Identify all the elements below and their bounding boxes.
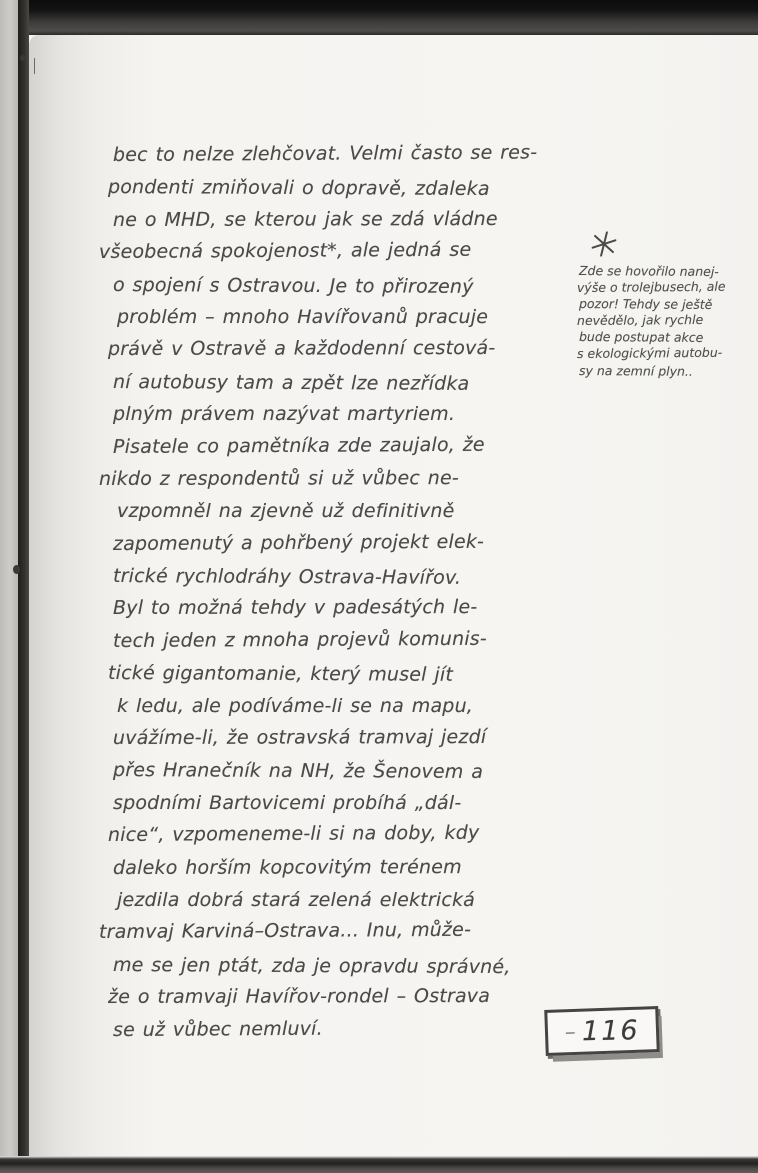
text-line: nice“, vzpomeneme-li si na doby, kdy xyxy=(107,821,480,847)
text-line: o spojení s Ostravou. Je to přirozený xyxy=(112,273,474,298)
text-line: tech jeden z mnoha projevů komunis- xyxy=(112,627,487,652)
page-number: 116 xyxy=(581,1014,640,1047)
text-line: že o tramvaji Havířov-rondel – Ostrava xyxy=(107,985,491,1009)
text-line: pondenti zmiňovali o dopravě, zdaleka xyxy=(107,176,490,201)
text-line: ní autobusy tam a zpět lze nezřídka xyxy=(112,370,470,395)
margin-note-line: pozor! Tehdy se ještě xyxy=(578,296,713,313)
book-spine-shadow xyxy=(18,0,29,1158)
text-line: vzpomněl na zjevně už definitivně xyxy=(117,500,455,523)
text-line: Byl to možná tehdy v padesátých le- xyxy=(112,596,478,620)
scan-scratch xyxy=(34,58,35,74)
text-line: nikdo z respondentů si už vůbec ne- xyxy=(98,466,459,490)
text-line: ne o MHD, se kterou jak se zdá vládne xyxy=(112,207,498,231)
text-line: zapomenutý a pohřbený projekt elek- xyxy=(112,530,485,555)
book-page-edge xyxy=(0,0,18,1173)
margin-note xyxy=(577,231,758,379)
page-number-box xyxy=(544,1006,660,1056)
text-line: trické rychlodráhy Ostrava-Havířov. xyxy=(112,565,462,589)
text-line: právě v Ostravě a každodenní cestová- xyxy=(107,337,496,361)
text-line: spodními Bartovicemi probíhá „dál- xyxy=(113,791,462,814)
text-line: se už vůbec nemluví. xyxy=(112,1017,323,1041)
text-line: uvážíme-li, že ostravská tramvaj jezdí xyxy=(112,726,487,750)
text-line: tramvaj Karviná–Ostrava... Inu, může- xyxy=(98,919,472,944)
scan-speck xyxy=(13,565,20,574)
text-line: daleko horším kopcovitým terénem xyxy=(112,855,462,879)
paper xyxy=(29,35,758,1156)
text-line: bec to nelze zlehčovat. Velmi často se res- xyxy=(112,141,538,166)
margin-note-line: bude postupat akce xyxy=(578,329,704,346)
margin-note-line: sy na zemní plyn.. xyxy=(578,362,693,379)
text-line: plným právem nazývat martyriem. xyxy=(113,403,456,426)
handwritten-text-block xyxy=(98,139,583,1046)
margin-note-line: nevědělo, jak rychle xyxy=(576,311,704,328)
text-line: jezdila dobrá stará zelená elektrická xyxy=(117,888,476,911)
text-line: me se jen ptát, zda je opravdu správné, xyxy=(112,953,511,978)
text-line: přes Hranečník na NH, že Šenovem a xyxy=(112,759,484,784)
margin-note-line: výše o trolejbusech, ale xyxy=(576,278,726,295)
margin-note-line: Zde se hovořilo nanej- xyxy=(578,263,719,279)
scan-bottom-border xyxy=(0,1156,758,1173)
text-line: problém – mnoho Havířovanů pracuje xyxy=(117,305,489,328)
scan-top-border xyxy=(0,0,758,35)
text-line: všeobecná spokojenost*, ale jedná se xyxy=(98,238,472,264)
text-line: tické gigantomanie, který musel jít xyxy=(107,662,454,687)
text-line: k ledu, ale podíváme-li se na mapu, xyxy=(117,694,474,717)
scan-speck xyxy=(20,55,25,61)
asterisk-icon xyxy=(591,231,617,257)
margin-note-line: s ekologickými autobu- xyxy=(576,344,723,361)
text-line: Pisatele co pamětníka zde zaujalo, že xyxy=(112,433,485,458)
page-number-dash: – xyxy=(564,1019,577,1045)
